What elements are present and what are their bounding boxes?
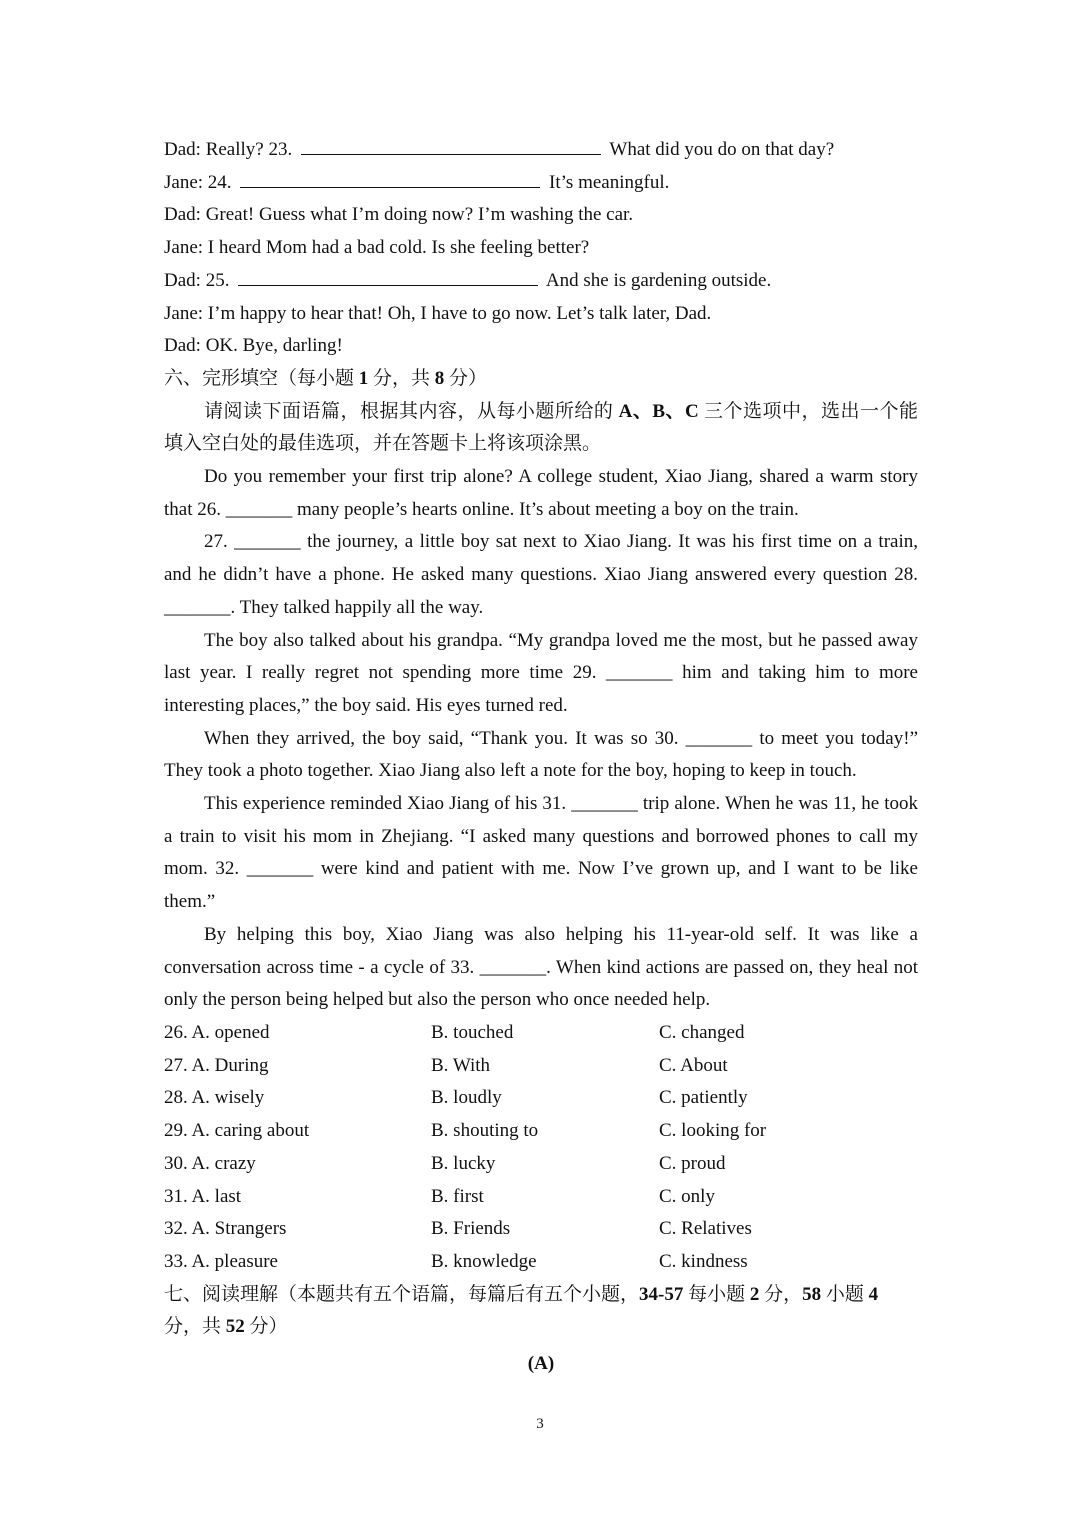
passage-paragraph: When they arrived, the boy said, “Thank you. It was so 30. _______ to meet you today!” They took a photo together. Xiao Jiang also left a note for the boy, hoping to keep in touch.: [164, 727, 918, 782]
option-a: 31. A. last: [164, 1185, 242, 1207]
answer-blank-25[interactable]: [238, 267, 538, 286]
passage-paragraph: By helping this boy, Xiao Jiang was also helping his 11-year-old self. It was like a conversation across time - a cycle of 33. _______. When kind actions are passed on, they heal not only the person being helped but also the person who once needed help.: [164, 923, 918, 1011]
dialogue-text: 24.: [207, 171, 232, 193]
option-c: C. patiently: [659, 1087, 748, 1109]
dialogue: [164, 134, 918, 363]
option-b: B. knowledge: [431, 1250, 537, 1272]
option-a: 30. A. crazy: [164, 1152, 256, 1174]
option-c: C. proud: [659, 1152, 726, 1174]
dialogue-line: [164, 199, 918, 232]
dialogue-text: It’s meaningful.: [549, 171, 670, 193]
answer-blank-24[interactable]: [240, 169, 540, 188]
dialogue-line: [164, 330, 918, 363]
option-c: C. kindness: [659, 1250, 748, 1272]
option-c: C. only: [659, 1185, 715, 1207]
option-b: B. With: [431, 1054, 491, 1076]
option-b: B. first: [431, 1185, 484, 1207]
section-7-title: 七、阅读理解（本题共有五个语篇，每篇后有五个小题，34-57 每小题 2 分，58 小题 4 分，共 52 分）: [164, 1283, 879, 1338]
dialogue-text: 25.: [205, 269, 230, 291]
speaker: Jane:: [164, 302, 204, 324]
section-6-title: 六、完形填空（每小题 1 分，共 8 分）: [164, 367, 488, 389]
page-number: 3: [536, 1416, 544, 1432]
option-b: B. Friends: [431, 1218, 511, 1240]
dialogue-text: OK. Bye, darling!: [205, 335, 343, 357]
exam-page: [164, 134, 918, 1381]
option-a: 29. A. caring about: [164, 1120, 310, 1142]
option-c: C. About: [659, 1054, 728, 1076]
speaker: Dad:: [164, 269, 201, 291]
dialogue-text: Great! Guess what I’m doing now? I’m washing the car.: [205, 204, 634, 226]
passage-paragraph: This experience reminded Xiao Jiang of his 31. _______ trip alone. When he was 11, he took a train to visit his mom in Zhejiang. “I asked many questions and borrowed phones to call my mom. 32. _______ were kind and patient with me. Now I’ve grown up, and I want to be like them.”: [164, 793, 918, 913]
option-c: C. Relatives: [659, 1218, 752, 1240]
dialogue-text: I’m happy to hear that! Oh, I have to go now. Let’s talk later, Dad.: [207, 302, 712, 324]
dialogue-line: [164, 298, 918, 331]
passage-paragraph: Do you remember your first trip alone? A college student, Xiao Jiang, shared a warm story that 26. _______ many people’s hearts online. It’s about meeting a boy on the train.: [164, 466, 918, 520]
option-a: 27. A. During: [164, 1054, 269, 1076]
option-b: B. touched: [431, 1021, 514, 1043]
passage-paragraph: The boy also talked about his grandpa. “My grandpa loved me the most, but he passed away last year. I really regret not spending more time 29. _______ him and taking him to more interesting places,” the boy said. His eyes turned red.: [164, 629, 918, 716]
speaker: Jane:: [164, 237, 204, 259]
option-a: 32. A. Strangers: [164, 1218, 287, 1240]
dialogue-line: [164, 232, 918, 265]
option-c: C. changed: [659, 1021, 745, 1043]
dialogue-line: [164, 265, 918, 298]
option-a: 26. A. opened: [164, 1021, 270, 1043]
option-a: 28. A. wisely: [164, 1087, 265, 1109]
option-a: 33. A. pleasure: [164, 1250, 278, 1272]
option-b: B. shouting to: [431, 1120, 539, 1142]
dialogue-text: And she is gardening outside.: [545, 269, 772, 291]
answer-blank-23[interactable]: [301, 136, 601, 155]
section-6-instruction: 请阅读下面语篇，根据其内容，从每小题所给的 A、B、C 三个选项中，选出一个能填入空白处的最佳选项，并在答题卡上将该项涂黑。: [164, 400, 918, 455]
dialogue-line: [164, 134, 918, 167]
speaker: Dad:: [164, 204, 201, 226]
dialogue-line: [164, 167, 918, 200]
speaker: Dad:: [164, 139, 201, 160]
speaker: Jane:: [164, 171, 204, 193]
option-c: C. looking for: [659, 1120, 767, 1142]
option-list: [164, 1017, 918, 1279]
dialogue-text: I heard Mom had a bad cold. Is she feeling better?: [207, 237, 590, 259]
passage-paragraph: 27. _______ the journey, a little boy sat next to Xiao Jiang. It was his first time on a train, and he didn’t have a phone. He asked many questions. Xiao Jiang answered every question 28. _______. They talked happily all the way.: [164, 531, 918, 618]
dialogue-text: What did you do on that day?: [609, 139, 835, 160]
option-b: B. loudly: [431, 1087, 502, 1109]
subsection-heading: (A): [527, 1353, 555, 1375]
dialogue-text: Really? 23.: [205, 139, 293, 160]
speaker: Dad:: [164, 335, 201, 357]
option-b: B. lucky: [431, 1152, 496, 1174]
